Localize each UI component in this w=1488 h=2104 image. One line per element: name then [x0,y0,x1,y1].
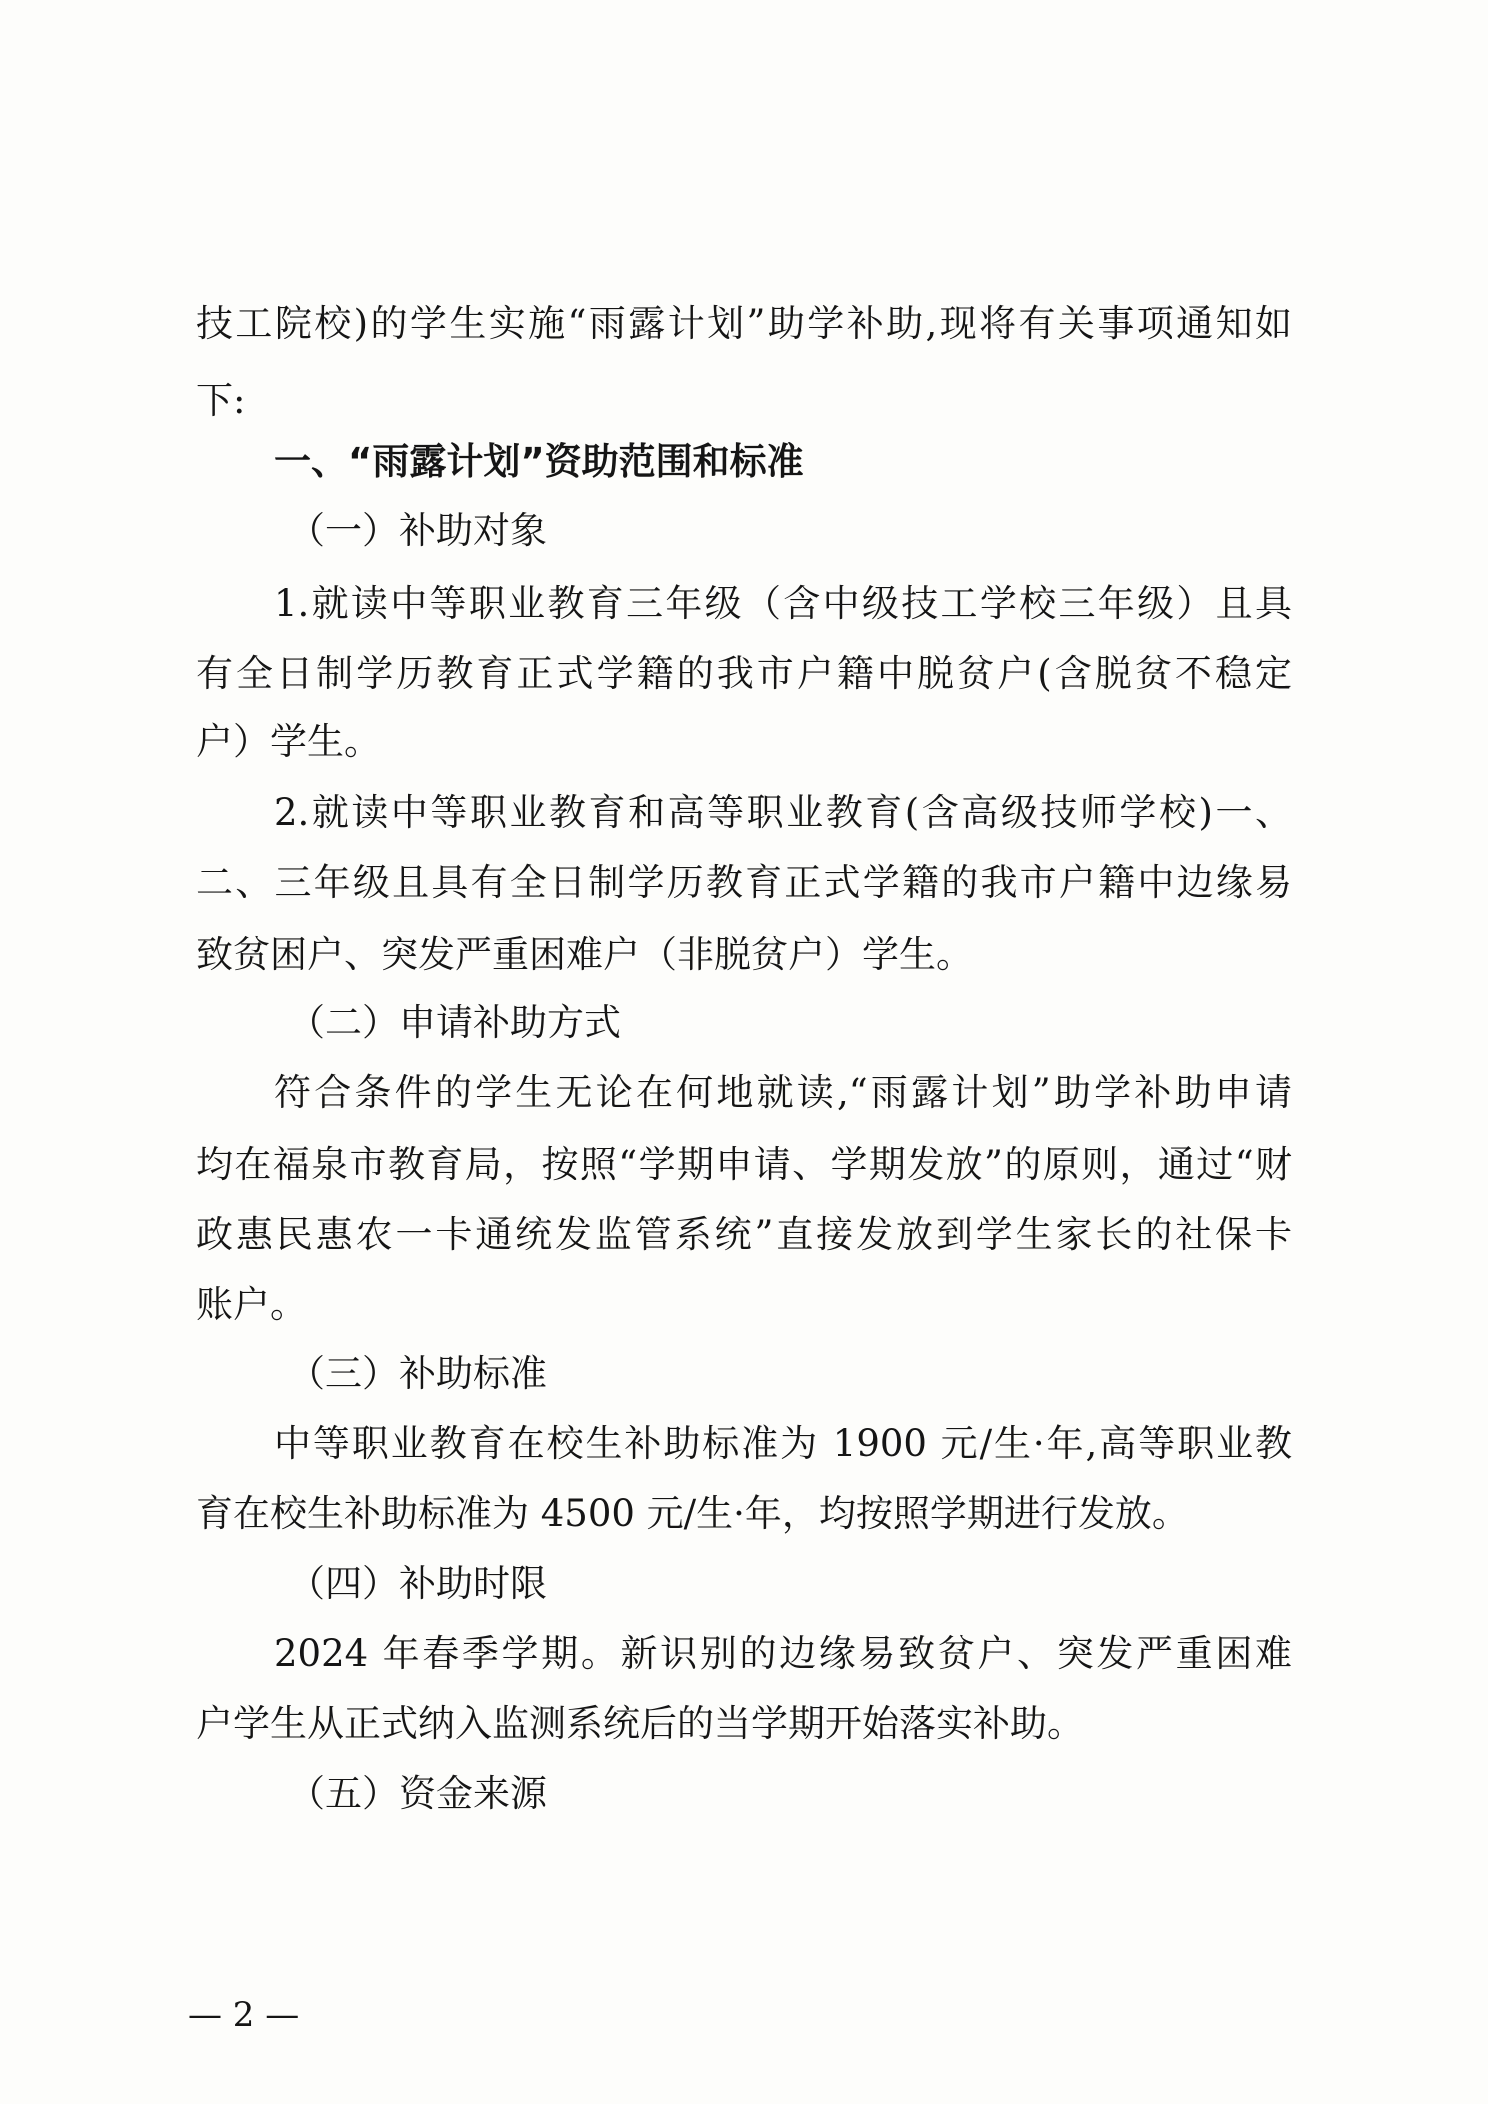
body-line: 均在福泉市教育局，按照“学期申请、学期发放”的原则，通过“财 [196,1143,1292,1186]
body-line: 符合条件的学生无论在何地就读,“雨露计划”助学补助申请 [274,1071,1292,1114]
section-heading: 一、“雨露计划”资助范围和标准 [274,440,804,483]
body-line: 政惠民惠农一卡通统发监管系统”直接发放到学生家长的社保卡 [196,1213,1292,1256]
page-number: — 2 — [188,1995,300,2035]
body-line: 中等职业教育在校生补助标准为 1900 元/生·年,高等职业教 [274,1422,1292,1465]
body-line: 技工院校)的学生实施“雨露计划”助学补助,现将有关事项通知如 [196,302,1292,345]
subsection-heading: （五）资金来源 [288,1772,547,1815]
body-line: 户学生从正式纳入监测系统后的当学期开始落实补助。 [196,1702,1084,1745]
body-line: 育在校生补助标准为 4500 元/生·年，均按照学期进行发放。 [196,1492,1189,1535]
body-line: 1.就读中等职业教育三年级（含中级技工学校三年级）且具 [274,582,1292,625]
body-line: 2.就读中等职业教育和高等职业教育(含高级技师学校)一、 [274,791,1292,834]
body-line: 致贫困户、突发严重困难户（非脱贫户）学生。 [196,933,973,976]
subsection-heading: （四）补助时限 [288,1562,547,1605]
subsection-heading: （二）申请补助方式 [288,1001,621,1044]
body-line: 户）学生。 [196,720,381,763]
body-line: 2024 年春季学期。新识别的边缘易致贫户、突发严重困难 [274,1632,1292,1675]
body-line: 下: [196,379,246,422]
body-line: 账户。 [196,1283,307,1326]
subsection-heading: （一）补助对象 [288,509,547,552]
body-line: 有全日制学历教育正式学籍的我市户籍中脱贫户(含脱贫不稳定 [196,652,1292,695]
subsection-heading: （三）补助标准 [288,1352,547,1395]
body-line: 二、三年级且具有全日制学历教育正式学籍的我市户籍中边缘易 [196,861,1292,904]
